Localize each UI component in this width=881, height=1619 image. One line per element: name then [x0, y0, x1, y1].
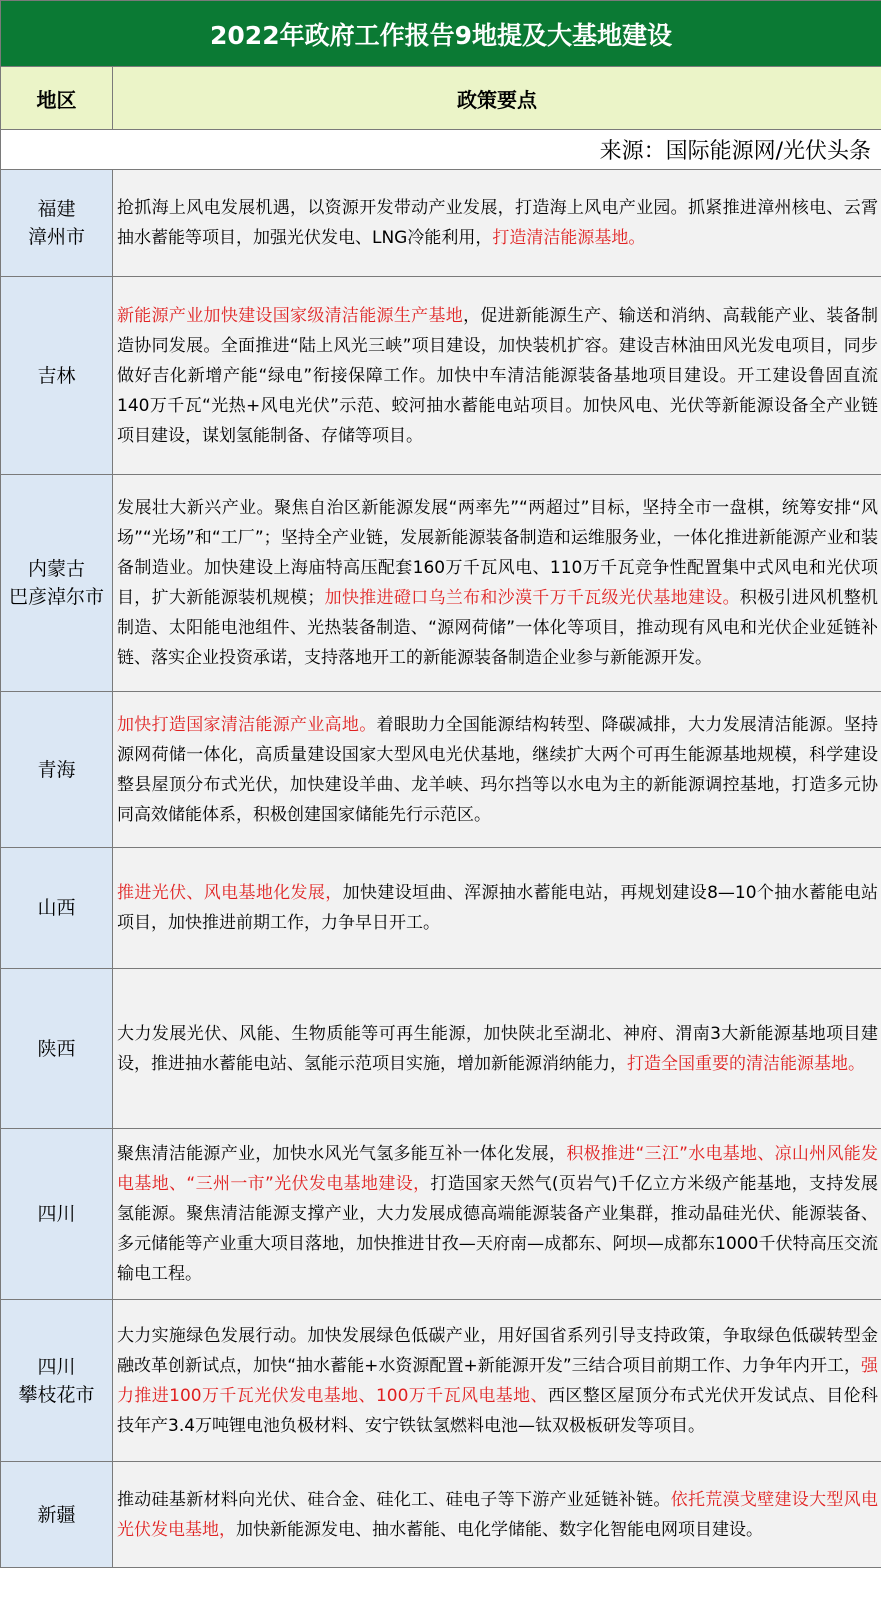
region-cell — [1, 475, 113, 692]
table-row — [1, 1300, 881, 1462]
policy-cell — [113, 1129, 881, 1300]
table-row — [1, 170, 881, 277]
region-name: 新疆 — [37, 1503, 76, 1526]
policy-highlight-text: 推进光伏、风电基地化发展， — [117, 883, 343, 903]
table-row — [1, 1462, 881, 1568]
region-name: 四川 — [37, 1203, 76, 1225]
region-name: 陕西 — [37, 1037, 76, 1060]
policy-highlight-text: 打造全国重要的清洁能源基地。 — [627, 1053, 865, 1074]
policy-cell — [113, 277, 881, 475]
table-row — [1, 277, 881, 475]
region-cell — [1, 1300, 113, 1462]
policy-cell — [113, 848, 881, 969]
table-row — [1, 969, 881, 1129]
policy-text: 推动硅基新材料向光伏、硅合金、硅化工、硅电子等下游产业延链补链。 — [117, 1489, 671, 1510]
policy-highlight-text: 新能源产业加快建设国家级清洁能源生产基地 — [117, 305, 464, 326]
region-name: 吉林 — [37, 364, 76, 387]
policy-text: 发展壮大新兴产业。聚焦自治区新能源发展“两率先”“两超过”目标，坚持全市一盘棋，统筹安排“风场”“光场”和“工厂”；坚持全产业链，发展新能源装备制造和运维服务业，一体化推进新能源产业和装备制造业。加快建设上海庙特高压配套160万千瓦风电、110万千瓦竞争性配置集中式风电和光伏项目，扩大新能源装机规模； — [117, 498, 879, 608]
policy-highlight-text: 积极推进“三江”水电基地、凉山州风能发电基地、“三州一市”光伏发电基地建设， — [117, 1144, 879, 1194]
region-cell — [1, 277, 113, 475]
region-subname: 巴彦淖尔市 — [8, 586, 104, 608]
policy-text: 西区整区屋顶分布式光伏开发试点、目伦科技年产3.4万吨锂电池负极材料、安宁铁钛氢燃料电池—钛双极板研发等项目。 — [117, 1385, 879, 1436]
policy-cell — [113, 1462, 881, 1568]
region-name: 山西 — [37, 897, 76, 919]
region-cell — [1, 1129, 113, 1300]
region-name: 四川 — [37, 1355, 76, 1378]
region-cell — [1, 848, 113, 969]
column-header-region: 地区 — [1, 67, 113, 130]
table-title: 2022年政府工作报告9地提及大基地建设 — [1, 1, 881, 67]
policy-text: 打造国家天然气(页岩气)千亿立方米级产能基地，支持发展氢能源。聚焦清洁能源支撑产业，大力发展成德高端能源装备产业集群，推动晶硅光伏、能源装备、多元储能等产业重大项目落地，加快推进甘孜—天府南—成都东、阿坝—成都东1000千伏特高压交流输电工程。 — [117, 1174, 879, 1284]
policy-cell — [113, 692, 881, 848]
policy-text: 聚焦清洁能源产业，加快水风光气氢多能互补一体化发展， — [117, 1144, 567, 1164]
region-cell — [1, 969, 113, 1129]
source-note: 来源：国际能源网/光伏头条 — [1, 130, 881, 170]
policy-text: 大力实施绿色发展行动。加快发展绿色低碳产业，用好国省系列引导支持政策，争取绿色低碳转型金融改革创新试点，加快“抽水蓄能+水资源配置+新能源开发”三结合项目前期工作、力争年内开工， — [117, 1325, 879, 1376]
policy-highlight-text: 加快推进磴口乌兰布和沙漠千万千瓦级光伏基地建设。 — [324, 588, 740, 608]
policy-cell — [113, 170, 881, 277]
policy-text: 加快建设垣曲、浑源抽水蓄能电站，再规划建设8—10个抽水蓄能电站项目，加快推进前期工作，力争早日开工。 — [117, 883, 879, 933]
table-row — [1, 475, 881, 692]
policy-cell — [113, 969, 881, 1129]
policy-cell — [113, 475, 881, 692]
region-name: 内蒙古 — [27, 558, 85, 580]
policy-highlight-text: 依托荒漠戈壁建设大型风电光伏发电基地， — [117, 1489, 879, 1540]
policy-highlight-text: 加快打造国家清洁能源产业高地。 — [117, 714, 377, 735]
region-subname: 漳州市 — [27, 226, 85, 248]
region-name: 青海 — [37, 758, 76, 781]
column-header-policy: 政策要点 — [113, 67, 881, 130]
region-subname: 攀枝花市 — [18, 1383, 95, 1406]
policy-text: 着眼助力全国能源结构转型、降碳减排，大力发展清洁能源。坚持源网荷储一体化，高质量建设国家大型风电光伏基地，继续扩大两个可再生能源基地规模，科学建设整县屋顶分布式光伏，加快建设羊曲、龙羊峡、玛尔挡等以水电为主的新能源调控基地，打造多元协同高效储能体系，积极创建国家储能先行示范区。 — [117, 714, 879, 825]
region-cell — [1, 1462, 113, 1568]
policy-text: 大力发展光伏、风能、生物质能等可再生能源，加快陕北至湖北、神府、渭南3大新能源基地项目建设，推进抽水蓄能电站、氢能示范项目实施，增加新能源消纳能力， — [117, 1023, 879, 1074]
policy-text: 抢抓海上风电发展机遇，以资源开发带动产业发展，打造海上风电产业园。抓紧推进漳州核电、云霄抽水蓄能等项目，加强光伏发电、LNG冷能利用， — [117, 198, 879, 248]
policy-text: 加快新能源发电、抽水蓄能、电化学储能、数字化智能电网项目建设。 — [236, 1519, 763, 1540]
table-row — [1, 1129, 881, 1300]
policy-highlight-text: 强力推进100万千瓦光伏发电基地、100万千瓦风电基地、 — [117, 1355, 879, 1406]
region-name: 福建 — [37, 198, 76, 220]
region-cell — [1, 692, 113, 848]
region-cell — [1, 170, 113, 277]
table-row — [1, 692, 881, 848]
policy-highlight-text: 打造清洁能源基地。 — [492, 228, 646, 248]
policy-cell — [113, 1300, 881, 1462]
table-row — [1, 848, 881, 969]
policy-text: 积极引进风机整机制造、太阳能电池组件、光热装备制造、“源网荷储”一体化等项目，推动现有风电和光伏企业延链补链、落实企业投资承诺，支持落地开工的新能源装备制造企业参与新能源开发。 — [117, 588, 879, 668]
policy-text: ，促进新能源生产、输送和消纳、高载能产业、装备制造协同发展。全面推进“陆上风光三峡”项目建设，加快装机扩容。建设吉林油田风光发电项目，同步做好吉化新增产能“绿电”衔接保障工作。加快中车清洁能源装备基地项目建设。开工建设鲁固直流140万千瓦“光热+风电光伏”示范、蛟河抽水蓄能电站项目。加快风电、光伏等新能源设备全产业链项目建设，谋划氢能制备、存储等项目。 — [117, 305, 879, 446]
